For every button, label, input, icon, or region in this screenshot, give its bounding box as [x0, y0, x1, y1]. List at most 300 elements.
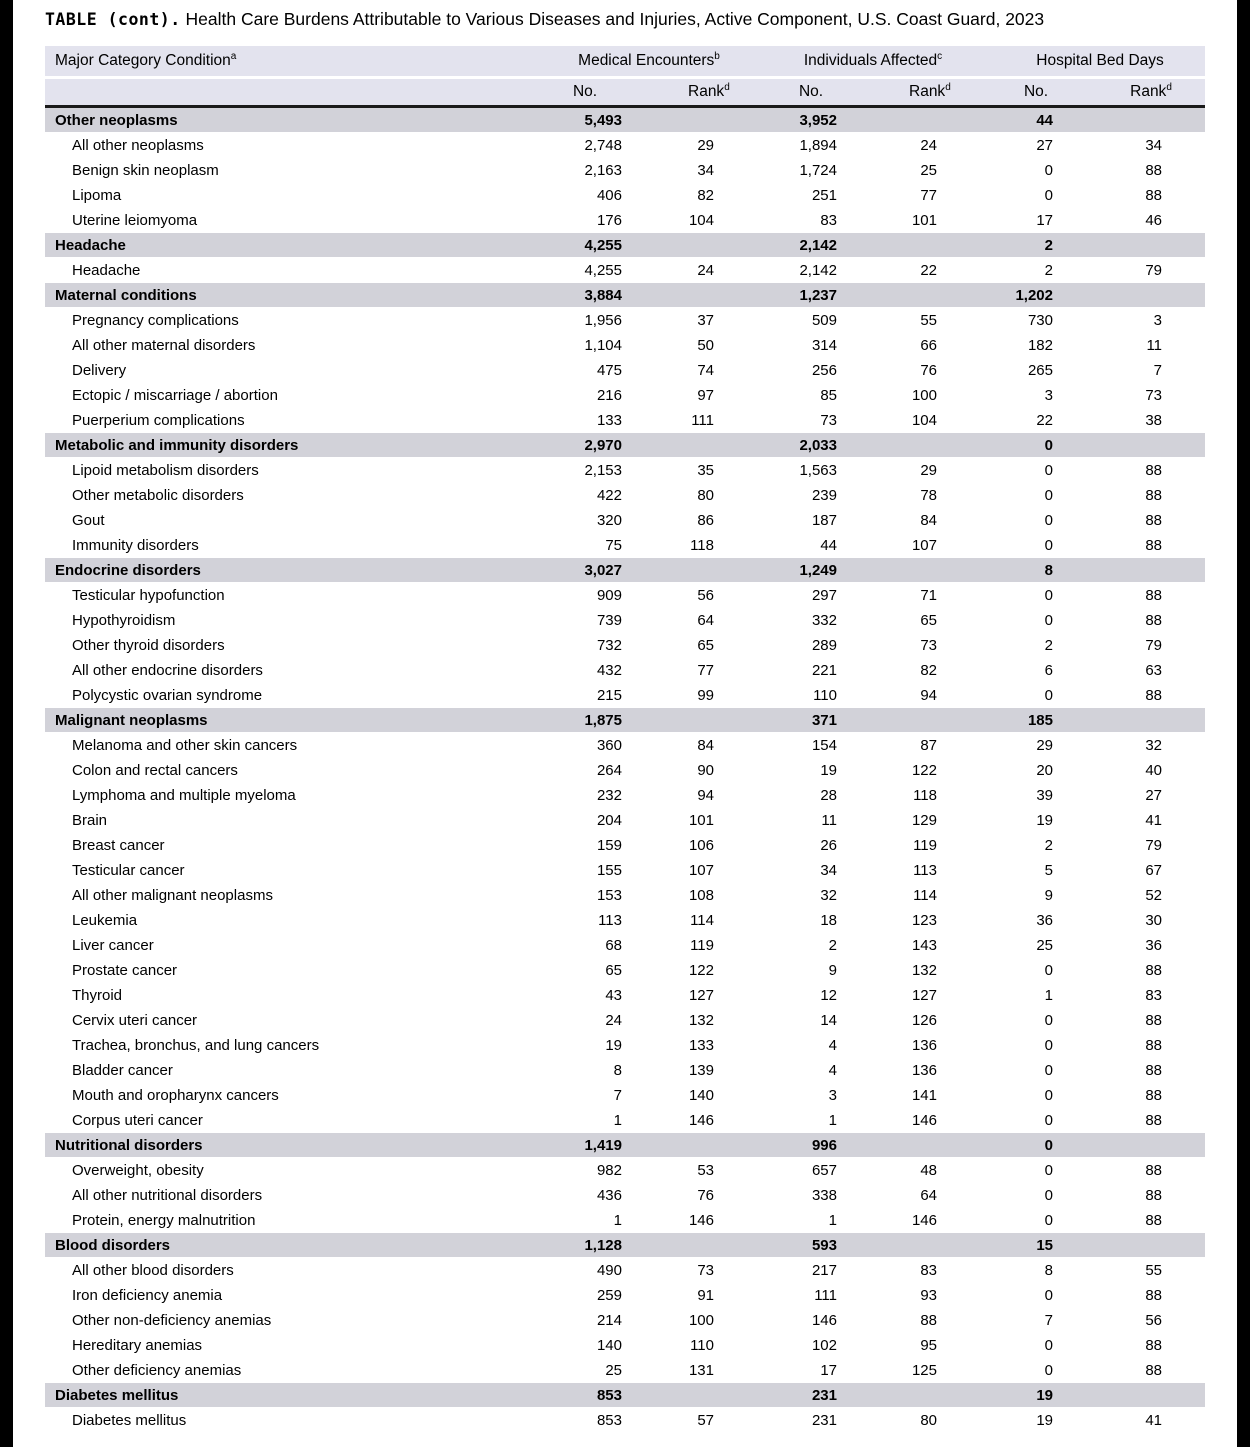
value-cell: 88 — [1061, 1183, 1205, 1208]
value-cell: 29 — [945, 733, 1061, 759]
value-cell: 215 — [540, 683, 630, 708]
value-cell: 71 — [845, 583, 945, 609]
value-cell: 127 — [630, 983, 722, 1008]
value-cell: 119 — [845, 833, 945, 858]
value-cell: 146 — [630, 1108, 722, 1133]
individuals-affected-footnote-marker: c — [937, 50, 943, 62]
value-cell: 8 — [540, 1058, 630, 1083]
table-row — [45, 808, 1205, 833]
value-cell: 19 — [540, 1033, 630, 1058]
value-cell: 475 — [540, 358, 630, 383]
condition-label: Benign skin neoplasm — [45, 158, 540, 183]
value-cell: 422 — [540, 483, 630, 508]
value-cell: 7 — [540, 1083, 630, 1108]
value-cell: 122 — [845, 758, 945, 783]
category-row — [45, 107, 1205, 133]
condition-label: Breast cancer — [45, 833, 540, 858]
table-body — [45, 107, 1205, 1434]
value-cell: 182 — [945, 333, 1061, 358]
value-cell: 0 — [945, 958, 1061, 983]
condition-label: Brain — [45, 808, 540, 833]
category-rank-empty — [630, 433, 722, 458]
page-edge-right — [1237, 0, 1250, 1447]
value-cell: 19 — [945, 808, 1061, 833]
value-cell: 19 — [945, 1408, 1061, 1434]
value-cell: 0 — [945, 458, 1061, 484]
value-cell: 216 — [540, 383, 630, 408]
value-cell: 50 — [630, 333, 722, 358]
value-cell: 28 — [722, 783, 845, 808]
table-row — [45, 758, 1205, 783]
value-cell: 146 — [630, 1208, 722, 1233]
value-cell: 88 — [1061, 1058, 1205, 1083]
value-cell: 41 — [1061, 808, 1205, 833]
value-cell: 133 — [540, 408, 630, 433]
value-cell: 0 — [945, 183, 1061, 208]
value-cell: 73 — [845, 633, 945, 658]
category-total: 2,970 — [540, 433, 630, 458]
value-cell: 99 — [630, 683, 722, 708]
value-cell: 82 — [845, 658, 945, 683]
value-cell: 146 — [722, 1308, 845, 1333]
value-cell: 106 — [630, 833, 722, 858]
value-cell: 436 — [540, 1183, 630, 1208]
value-cell: 102 — [722, 1333, 845, 1358]
condition-label: Gout — [45, 508, 540, 533]
value-cell: 68 — [540, 933, 630, 958]
table-row — [45, 1008, 1205, 1033]
value-cell: 153 — [540, 883, 630, 908]
value-cell: 214 — [540, 1308, 630, 1333]
table-row — [45, 258, 1205, 284]
condition-label: Leukemia — [45, 908, 540, 933]
value-cell: 95 — [845, 1333, 945, 1358]
table-row — [45, 458, 1205, 484]
value-cell: 1,563 — [722, 458, 845, 484]
value-cell: 94 — [630, 783, 722, 808]
value-cell: 0 — [945, 1358, 1061, 1383]
value-cell: 256 — [722, 358, 845, 383]
value-cell: 146 — [845, 1208, 945, 1233]
table-row — [45, 783, 1205, 808]
value-cell: 76 — [845, 358, 945, 383]
category-label: Headache — [45, 233, 540, 258]
value-cell: 77 — [845, 183, 945, 208]
category-rank-empty — [845, 1233, 945, 1258]
value-cell: 73 — [1061, 383, 1205, 408]
value-cell: 259 — [540, 1283, 630, 1308]
table-row — [45, 1058, 1205, 1083]
me-no-header: No. — [540, 78, 630, 107]
table-title — [45, 6, 1215, 33]
value-cell: 40 — [1061, 758, 1205, 783]
value-cell: 155 — [540, 858, 630, 883]
value-cell: 1 — [540, 1108, 630, 1133]
value-cell: 88 — [1061, 1208, 1205, 1233]
value-cell: 1,894 — [722, 133, 845, 159]
value-cell: 297 — [722, 583, 845, 609]
value-cell: 84 — [630, 733, 722, 759]
value-cell: 113 — [540, 908, 630, 933]
condition-label: Uterine leiomyoma — [45, 208, 540, 233]
category-total: 1,249 — [722, 558, 845, 583]
value-cell: 88 — [1061, 533, 1205, 558]
value-cell: 146 — [845, 1108, 945, 1133]
value-cell: 7 — [945, 1308, 1061, 1333]
value-cell: 27 — [1061, 783, 1205, 808]
value-cell: 264 — [540, 758, 630, 783]
value-cell: 34 — [722, 858, 845, 883]
value-cell: 265 — [945, 358, 1061, 383]
condition-label: Other metabolic disorders — [45, 483, 540, 508]
health-burden-table — [45, 46, 1205, 1433]
value-cell: 0 — [945, 1058, 1061, 1083]
table-row — [45, 683, 1205, 708]
value-cell: 141 — [845, 1083, 945, 1108]
value-cell: 0 — [945, 608, 1061, 633]
category-label: Endocrine disorders — [45, 558, 540, 583]
rank-footnote-marker: d — [1166, 81, 1172, 93]
value-cell: 37 — [630, 308, 722, 334]
condition-label: Hypothyroidism — [45, 608, 540, 633]
condition-label: Other deficiency anemias — [45, 1358, 540, 1383]
value-cell: 88 — [1061, 158, 1205, 183]
condition-label: Mouth and oropharynx cancers — [45, 1083, 540, 1108]
value-cell: 88 — [1061, 1158, 1205, 1184]
value-cell: 8 — [945, 1258, 1061, 1284]
value-cell: 100 — [630, 1308, 722, 1333]
category-total: 8 — [945, 558, 1061, 583]
category-rank-empty — [1061, 233, 1205, 258]
value-cell: 221 — [722, 658, 845, 683]
condition-label: Ectopic / miscarriage / abortion — [45, 383, 540, 408]
value-cell: 25 — [945, 933, 1061, 958]
value-cell: 88 — [1061, 1108, 1205, 1133]
value-cell: 90 — [630, 758, 722, 783]
category-rank-empty — [630, 1133, 722, 1158]
value-cell: 29 — [845, 458, 945, 484]
value-cell: 94 — [845, 683, 945, 708]
table-row — [45, 133, 1205, 159]
value-cell: 17 — [722, 1358, 845, 1383]
value-cell: 6 — [945, 658, 1061, 683]
value-cell: 1 — [722, 1108, 845, 1133]
header-group-row — [45, 46, 1205, 78]
value-cell: 32 — [722, 883, 845, 908]
condition-label: All other nutritional disorders — [45, 1183, 540, 1208]
value-cell: 56 — [630, 583, 722, 609]
table-row — [45, 633, 1205, 658]
condition-label: Polycystic ovarian syndrome — [45, 683, 540, 708]
medical-encounters-footnote-marker: b — [714, 50, 720, 62]
value-cell: 107 — [630, 858, 722, 883]
rank-footnote-marker: d — [724, 81, 730, 93]
table-row — [45, 483, 1205, 508]
value-cell: 132 — [845, 958, 945, 983]
page-edge-left — [0, 0, 13, 1447]
category-rank-empty — [1061, 107, 1205, 133]
hbd-no-header: No. — [945, 78, 1061, 107]
value-cell: 87 — [845, 733, 945, 759]
me-rank-header: Rank$^d$ — [630, 78, 722, 107]
value-cell: 119 — [630, 933, 722, 958]
value-cell: 20 — [945, 758, 1061, 783]
category-rank-empty — [845, 708, 945, 733]
category-total: 2 — [945, 233, 1061, 258]
category-rank-empty — [845, 107, 945, 133]
value-cell: 406 — [540, 183, 630, 208]
value-cell: 2,153 — [540, 458, 630, 484]
value-cell: 12 — [722, 983, 845, 1008]
category-rank-empty — [1061, 1383, 1205, 1408]
condition-label: Cervix uteri cancer — [45, 1008, 540, 1033]
value-cell: 239 — [722, 483, 845, 508]
value-cell: 0 — [945, 1208, 1061, 1233]
value-cell: 30 — [1061, 908, 1205, 933]
value-cell: 43 — [540, 983, 630, 1008]
table-row — [45, 908, 1205, 933]
table-row — [45, 983, 1205, 1008]
table-row — [45, 358, 1205, 383]
condition-label: Lymphoma and multiple myeloma — [45, 783, 540, 808]
value-cell: 79 — [1061, 833, 1205, 858]
category-label: Blood disorders — [45, 1233, 540, 1258]
table-row — [45, 658, 1205, 683]
value-cell: 84 — [845, 508, 945, 533]
category-total: 3,952 — [722, 107, 845, 133]
table-row — [45, 533, 1205, 558]
value-cell: 7 — [1061, 358, 1205, 383]
table-row — [45, 733, 1205, 759]
value-cell: 2 — [945, 633, 1061, 658]
value-cell: 75 — [540, 533, 630, 558]
value-cell: 66 — [845, 333, 945, 358]
category-rank-empty — [1061, 433, 1205, 458]
category-rank-empty — [1061, 283, 1205, 308]
medical-encounters-header: Medical Encounters$^b$ — [540, 46, 722, 78]
empty-header-cell — [45, 78, 540, 107]
value-cell: 100 — [845, 383, 945, 408]
category-total: 3,027 — [540, 558, 630, 583]
table-row — [45, 183, 1205, 208]
value-cell: 110 — [630, 1333, 722, 1358]
value-cell: 88 — [1061, 1008, 1205, 1033]
value-cell: 38 — [1061, 408, 1205, 433]
value-cell: 3 — [722, 1083, 845, 1108]
value-cell: 93 — [845, 1283, 945, 1308]
condition-label: Prostate cancer — [45, 958, 540, 983]
category-total: 1,875 — [540, 708, 630, 733]
value-cell: 2,142 — [722, 258, 845, 284]
value-cell: 251 — [722, 183, 845, 208]
table-row — [45, 1208, 1205, 1233]
value-cell: 1 — [945, 983, 1061, 1008]
value-cell: 113 — [845, 858, 945, 883]
condition-footnote-marker: a — [230, 50, 237, 62]
value-cell: 187 — [722, 508, 845, 533]
value-cell: 129 — [845, 808, 945, 833]
value-cell: 289 — [722, 633, 845, 658]
value-cell: 338 — [722, 1183, 845, 1208]
table-row — [45, 608, 1205, 633]
value-cell: 79 — [1061, 633, 1205, 658]
value-cell: 74 — [630, 358, 722, 383]
condition-label: Bladder cancer — [45, 1058, 540, 1083]
value-cell: 739 — [540, 608, 630, 633]
value-cell: 657 — [722, 1158, 845, 1184]
value-cell: 136 — [845, 1058, 945, 1083]
value-cell: 0 — [945, 158, 1061, 183]
value-cell: 44 — [722, 533, 845, 558]
value-cell: 79 — [1061, 258, 1205, 284]
category-total: 15 — [945, 1233, 1061, 1258]
value-cell: 0 — [945, 1183, 1061, 1208]
table-row — [45, 933, 1205, 958]
value-cell: 32 — [1061, 733, 1205, 759]
table-row — [45, 208, 1205, 233]
value-cell: 18 — [722, 908, 845, 933]
value-cell: 83 — [1061, 983, 1205, 1008]
value-cell: 108 — [630, 883, 722, 908]
value-cell: 73 — [722, 408, 845, 433]
header-sub-row — [45, 78, 1205, 107]
value-cell: 22 — [945, 408, 1061, 433]
value-cell: 232 — [540, 783, 630, 808]
category-rank-empty — [630, 1233, 722, 1258]
condition-label: Lipoid metabolism disorders — [45, 458, 540, 484]
value-cell: 24 — [540, 1008, 630, 1033]
category-rank-empty — [845, 433, 945, 458]
category-total: 593 — [722, 1233, 845, 1258]
value-cell: 0 — [945, 1108, 1061, 1133]
condition-column-header: Major Category Condition$^a$ — [45, 46, 540, 78]
value-cell: 231 — [722, 1408, 845, 1434]
value-cell: 35 — [630, 458, 722, 484]
table-row — [45, 508, 1205, 533]
value-cell: 88 — [1061, 1358, 1205, 1383]
condition-label: All other endocrine disorders — [45, 658, 540, 683]
value-cell: 91 — [630, 1283, 722, 1308]
value-cell: 36 — [1061, 933, 1205, 958]
value-cell: 64 — [630, 608, 722, 633]
value-cell: 34 — [1061, 133, 1205, 159]
value-cell: 88 — [1061, 483, 1205, 508]
category-label: Other neoplasms — [45, 107, 540, 133]
value-cell: 88 — [1061, 458, 1205, 484]
value-cell: 0 — [945, 1083, 1061, 1108]
value-cell: 217 — [722, 1258, 845, 1284]
value-cell: 2 — [722, 933, 845, 958]
value-cell: 76 — [630, 1183, 722, 1208]
value-cell: 57 — [630, 1408, 722, 1434]
value-cell: 5 — [945, 858, 1061, 883]
category-rank-empty — [1061, 1133, 1205, 1158]
value-cell: 39 — [945, 783, 1061, 808]
condition-label: Other thyroid disorders — [45, 633, 540, 658]
category-row — [45, 1233, 1205, 1258]
value-cell: 2,163 — [540, 158, 630, 183]
condition-label: Lipoma — [45, 183, 540, 208]
category-rank-empty — [630, 1383, 722, 1408]
table-row — [45, 1333, 1205, 1358]
table-row — [45, 383, 1205, 408]
value-cell: 9 — [945, 883, 1061, 908]
value-cell: 64 — [845, 1183, 945, 1208]
table-row — [45, 583, 1205, 609]
value-cell: 314 — [722, 333, 845, 358]
category-total: 0 — [945, 1133, 1061, 1158]
table-row — [45, 1108, 1205, 1133]
condition-label: Pregnancy complications — [45, 308, 540, 334]
value-cell: 114 — [845, 883, 945, 908]
table-row — [45, 1258, 1205, 1284]
rank-footnote-marker: d — [945, 81, 951, 93]
condition-label: Colon and rectal cancers — [45, 758, 540, 783]
value-cell: 982 — [540, 1158, 630, 1184]
value-cell: 19 — [722, 758, 845, 783]
ia-no-header: No. — [722, 78, 845, 107]
value-cell: 131 — [630, 1358, 722, 1383]
condition-label: Diabetes mellitus — [45, 1408, 540, 1434]
table-row — [45, 958, 1205, 983]
ia-rank-header: Rank$^d$ — [845, 78, 945, 107]
value-cell: 127 — [845, 983, 945, 1008]
value-cell: 34 — [630, 158, 722, 183]
value-cell: 140 — [540, 1333, 630, 1358]
table-row — [45, 833, 1205, 858]
value-cell: 114 — [630, 908, 722, 933]
value-cell: 122 — [630, 958, 722, 983]
hospital-bed-days-header: Hospital Bed Days — [945, 46, 1205, 78]
value-cell: 78 — [845, 483, 945, 508]
category-total: 996 — [722, 1133, 845, 1158]
value-cell: 52 — [1061, 883, 1205, 908]
value-cell: 65 — [630, 633, 722, 658]
table-row — [45, 1183, 1205, 1208]
value-cell: 2 — [945, 258, 1061, 284]
condition-label: Other non-deficiency anemias — [45, 1308, 540, 1333]
value-cell: 88 — [1061, 958, 1205, 983]
hbd-rank-header: Rank$^d$ — [1061, 78, 1205, 107]
category-total: 1,237 — [722, 283, 845, 308]
category-total: 44 — [945, 107, 1061, 133]
value-cell: 4,255 — [540, 258, 630, 284]
value-cell: 46 — [1061, 208, 1205, 233]
category-total: 853 — [540, 1383, 630, 1408]
value-cell: 143 — [845, 933, 945, 958]
value-cell: 140 — [630, 1083, 722, 1108]
value-cell: 730 — [945, 308, 1061, 334]
value-cell: 36 — [945, 908, 1061, 933]
category-label: Metabolic and immunity disorders — [45, 433, 540, 458]
category-rank-empty — [845, 1383, 945, 1408]
category-total: 1,419 — [540, 1133, 630, 1158]
category-rank-empty — [845, 1133, 945, 1158]
value-cell: 320 — [540, 508, 630, 533]
condition-label: All other maternal disorders — [45, 333, 540, 358]
category-total: 5,493 — [540, 107, 630, 133]
value-cell: 0 — [945, 1033, 1061, 1058]
value-cell: 11 — [722, 808, 845, 833]
value-cell: 132 — [630, 1008, 722, 1033]
value-cell: 88 — [1061, 608, 1205, 633]
value-cell: 126 — [845, 1008, 945, 1033]
value-cell: 0 — [945, 483, 1061, 508]
value-cell: 53 — [630, 1158, 722, 1184]
condition-label: Headache — [45, 258, 540, 284]
value-cell: 17 — [945, 208, 1061, 233]
table-row — [45, 1158, 1205, 1184]
